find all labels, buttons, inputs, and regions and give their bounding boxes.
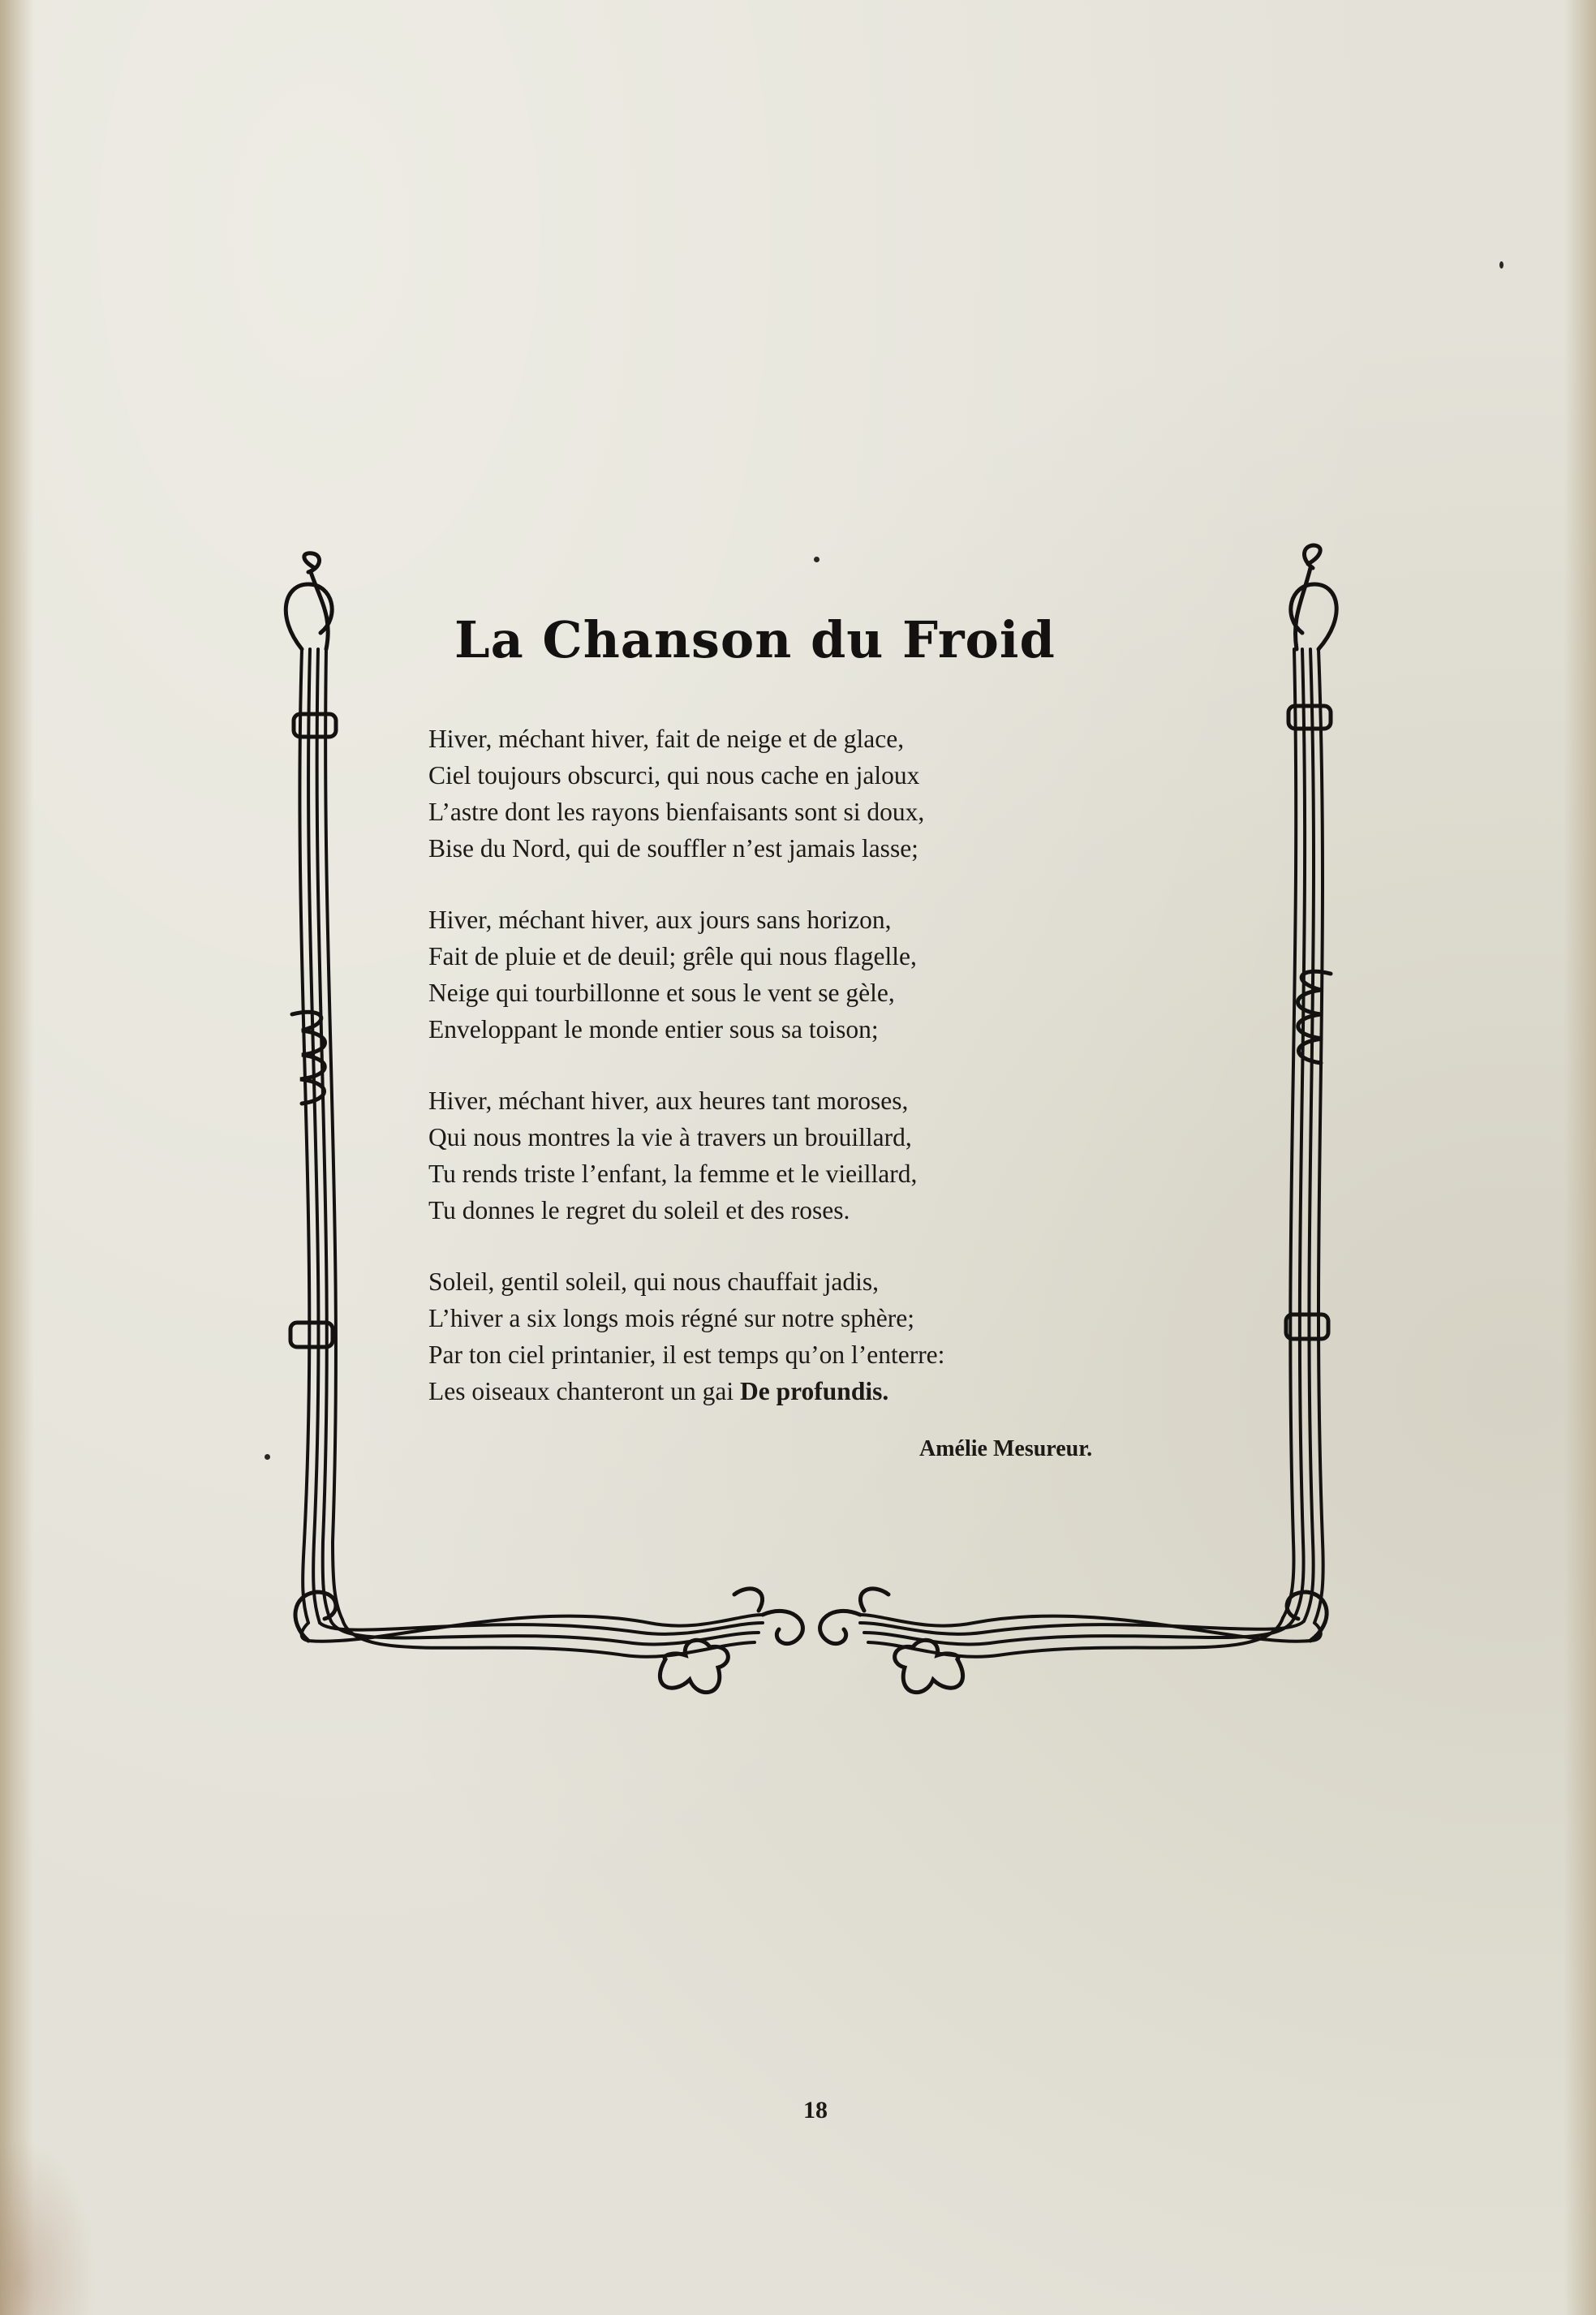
- poem-line: Hiver, méchant hiver, aux heures tant moroses,: [428, 1087, 909, 1115]
- bottom-vine-ornament: [295, 1589, 1327, 1693]
- page-number: 18: [803, 2097, 828, 2124]
- stanza: [428, 721, 1240, 867]
- ink-speck: [265, 1454, 270, 1460]
- ink-speck: [814, 557, 820, 562]
- poem-line: Hiver, méchant hiver, aux jours sans horizon,: [428, 906, 892, 934]
- poem-line: Hiver, méchant hiver, fait de neige et de glace,: [428, 725, 905, 753]
- poem-line: Qui nous montres la vie à travers un brouillard,: [428, 1123, 912, 1151]
- poem-line: Fait de pluie et de deuil; grêle qui nous flagelle,: [428, 942, 917, 970]
- stanza: [428, 901, 1240, 1048]
- poem-line: Tu rends triste l’enfant, la femme et le vieillard,: [428, 1160, 918, 1188]
- stanza: [428, 1263, 1240, 1409]
- poem-line: Ciel toujours obscurci, qui nous cache en jaloux: [428, 761, 920, 790]
- poem-author: Amélie Mesureur.: [919, 1436, 1093, 1461]
- poem-line: Par ton ciel printanier, il est temps qu’on l’enterre:: [428, 1340, 945, 1369]
- left-vine-ornament: [286, 553, 342, 1623]
- poem-title: La Chanson du Froid: [454, 610, 1056, 669]
- poem-line: L’hiver a six longs mois régné sur notre sphère;: [428, 1304, 914, 1332]
- stanza: [428, 1082, 1240, 1228]
- poem-line: Soleil, gentil soleil, qui nous chauffait jadis,: [428, 1267, 879, 1296]
- right-vine-ornament: [1283, 545, 1336, 1623]
- poem-line: Bise du Nord, qui de souffler n’est jamais lasse;: [428, 834, 918, 863]
- poem-line-final: [428, 1373, 1240, 1409]
- poem-line: Neige qui tourbillonne et sous le vent se gèle,: [428, 979, 895, 1007]
- poem-line: L’astre dont les rayons bienfaisants sont si doux,: [428, 798, 925, 826]
- poem-body: [428, 721, 1240, 1444]
- poem-line: Enveloppant le monde entier sous sa toison;: [428, 1015, 879, 1043]
- poem-line: Tu donnes le regret du soleil et des roses.: [428, 1196, 850, 1224]
- ink-speck: [1499, 261, 1504, 269]
- final-line-emphasis: De profundis.: [740, 1377, 889, 1405]
- final-line-text: Les oiseaux chanteront un gai: [428, 1377, 740, 1405]
